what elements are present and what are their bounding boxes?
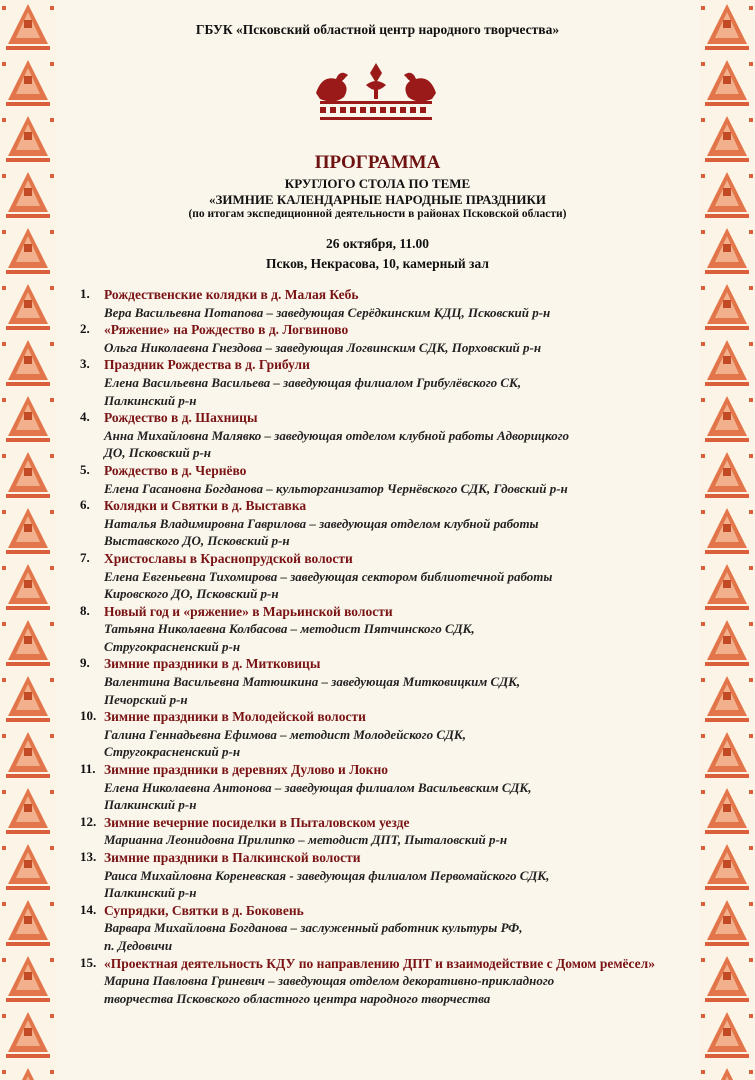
item-speaker-cont: Палкинский р-н bbox=[104, 797, 197, 813]
item-title: «Проектная деятельность КДУ по направлению ДПТ и взаимодействие с Домом ремёсел» bbox=[104, 955, 655, 971]
item-speaker: Елена Николаевна Антонова – заведующая филиалом Васильевским СДК, bbox=[104, 779, 532, 795]
program-item bbox=[80, 286, 680, 321]
item-number: 3. bbox=[80, 356, 90, 372]
program-item bbox=[80, 849, 680, 902]
item-number: 7. bbox=[80, 549, 90, 565]
item-number: 5. bbox=[80, 461, 90, 477]
item-number: 11. bbox=[80, 761, 96, 777]
program-item bbox=[80, 462, 680, 497]
item-number: 10. bbox=[80, 708, 97, 724]
item-number: 1. bbox=[80, 286, 90, 301]
item-title: Зимние вечерние посиделки в Пыталовском уезде bbox=[104, 814, 410, 830]
program-item bbox=[80, 356, 680, 409]
ornament-pattern-right bbox=[699, 0, 755, 1080]
item-speaker: Анна Михайловна Малявко – заведующая отделом клубной работы Адворицкого bbox=[104, 427, 570, 443]
program-item bbox=[80, 761, 680, 814]
item-title: Зимние праздники в Молодейской волости bbox=[104, 709, 366, 725]
right-ornament-border bbox=[699, 0, 755, 1080]
program-page bbox=[70, 0, 685, 1080]
item-speaker: Елена Евгеньевна Тихомирова – заведующая сектором библиотечной работы bbox=[104, 568, 553, 584]
item-title: Рождество в д. Чернёво bbox=[104, 462, 247, 478]
item-speaker: Варвара Михайловна Богданова – заслуженный работник культуры РФ, bbox=[104, 920, 523, 936]
item-speaker: Галина Геннадьевна Ефимова – методист Молодейского СДК, bbox=[104, 726, 466, 742]
program-item bbox=[80, 814, 680, 849]
event-date: 26 октября, 11.00 bbox=[325, 236, 430, 251]
program-subtitle-3: (по итогам экспедиционной деятельности в районах Псковской области) bbox=[188, 208, 567, 220]
item-title: Зимние праздники в деревнях Дулово и Локно bbox=[104, 762, 388, 778]
program-item bbox=[80, 603, 680, 656]
item-speaker-cont: ДО, Псковский р-н bbox=[104, 445, 211, 461]
item-title: Рождественские колядки в д. Малая Кебь bbox=[104, 287, 359, 302]
item-number: 9. bbox=[80, 655, 90, 671]
item-title: Праздник Рождества в д. Грибули bbox=[104, 357, 310, 373]
item-speaker: Ольга Николаевна Гнездова – заведующая Логвинским СДК, Порховский р-н bbox=[104, 339, 542, 355]
item-number: 15. bbox=[80, 954, 97, 970]
folk-bird-ornament-emblem bbox=[306, 55, 446, 127]
program-item bbox=[80, 955, 680, 1008]
event-place: Псков, Некрасова, 10, камерный зал bbox=[266, 256, 489, 271]
item-title: Колядки и Святки в д. Выставка bbox=[104, 498, 307, 514]
item-speaker-cont: творчества Псковского областного центра народного творчества bbox=[104, 990, 491, 1006]
item-speaker-cont: Палкинский р-н bbox=[104, 392, 197, 408]
item-number: 14. bbox=[80, 901, 97, 917]
item-speaker-cont: Стругокрасненский р-н bbox=[104, 744, 241, 760]
item-speaker-cont: Выставского ДО, Псковский р-н bbox=[104, 533, 290, 549]
item-speaker: Марианна Леонидовна Прилипко – методист ДПТ, Пыталовский р-н bbox=[104, 832, 508, 848]
program-items-list bbox=[80, 286, 680, 1007]
item-speaker-cont: п. Дедовичи bbox=[104, 937, 173, 953]
item-speaker: Елена Гасановна Богданова – культорганизатор Чернёвского СДК, Гдовский р-н bbox=[104, 480, 568, 496]
item-title: Зимние праздники в д. Митковицы bbox=[104, 656, 321, 672]
item-speaker: Раиса Михайловна Кореневская - заведующая филиалом Первомайского СДК, bbox=[104, 867, 550, 883]
item-title: Зимние праздники в Палкинской волости bbox=[104, 850, 361, 865]
item-number: 13. bbox=[80, 849, 97, 864]
item-speaker: Татьяна Николаевна Колбасова – методист Пятчинского СДК, bbox=[104, 621, 475, 637]
item-speaker-cont: Печорский р-н bbox=[104, 691, 188, 707]
item-title: Супрядки, Святки в д. Боковень bbox=[104, 902, 304, 918]
program-item bbox=[80, 497, 680, 550]
item-number: 12. bbox=[80, 813, 97, 829]
ornament-pattern-left bbox=[0, 0, 56, 1080]
item-speaker-cont: Кировского ДО, Псковский р-н bbox=[104, 586, 279, 602]
program-subtitle-1: КРУГЛОГО СТОЛА ПО ТЕМЕ bbox=[284, 176, 471, 191]
item-number: 6. bbox=[80, 497, 90, 513]
item-speaker: Валентина Васильевна Матюшкина – заведующая Митковицким СДК, bbox=[104, 674, 521, 690]
organization-name: ГБУК «Псковский областной центр народного творчества» bbox=[195, 22, 560, 37]
item-speaker-cont: Стругокрасненский р-н bbox=[104, 638, 241, 654]
program-subtitle-2: «ЗИМНИЕ КАЛЕНДАРНЫЕ НАРОДНЫЕ ПРАЗДНИКИ bbox=[208, 192, 547, 207]
item-number: 2. bbox=[80, 321, 90, 337]
item-speaker-cont: Палкинский р-н bbox=[104, 885, 197, 901]
item-title: Христославы в Краснопрудской волости bbox=[104, 550, 353, 566]
program-item bbox=[80, 409, 680, 462]
item-title: Новый год и «ряжение» в Марьинской волости bbox=[104, 603, 393, 619]
program-title: ПРОГРАММА bbox=[314, 152, 441, 173]
program-item bbox=[80, 708, 680, 761]
program-item bbox=[80, 902, 680, 955]
left-ornament-border bbox=[0, 0, 56, 1080]
item-number: 4. bbox=[80, 409, 90, 425]
program-item bbox=[80, 321, 680, 356]
item-title: Рождество в д. Шахницы bbox=[104, 410, 258, 426]
item-number: 8. bbox=[80, 602, 90, 618]
item-speaker: Вера Васильевна Потапова – заведующая Серёдкинским КДЦ, Псковский р-н bbox=[104, 304, 551, 320]
item-speaker: Марина Павловна Гриневич – заведующая отделом декоративно-прикладного bbox=[104, 973, 555, 989]
item-speaker: Наталья Владимировна Гаврилова – заведующая отделом клубной работы bbox=[104, 515, 539, 531]
item-title: «Ряжение» на Рождество в д. Логвиново bbox=[104, 322, 349, 338]
item-speaker: Елена Васильевна Васильева – заведующая филиалом Грибулёвского СК, bbox=[104, 374, 522, 390]
program-item bbox=[80, 655, 680, 708]
program-item bbox=[80, 550, 680, 603]
